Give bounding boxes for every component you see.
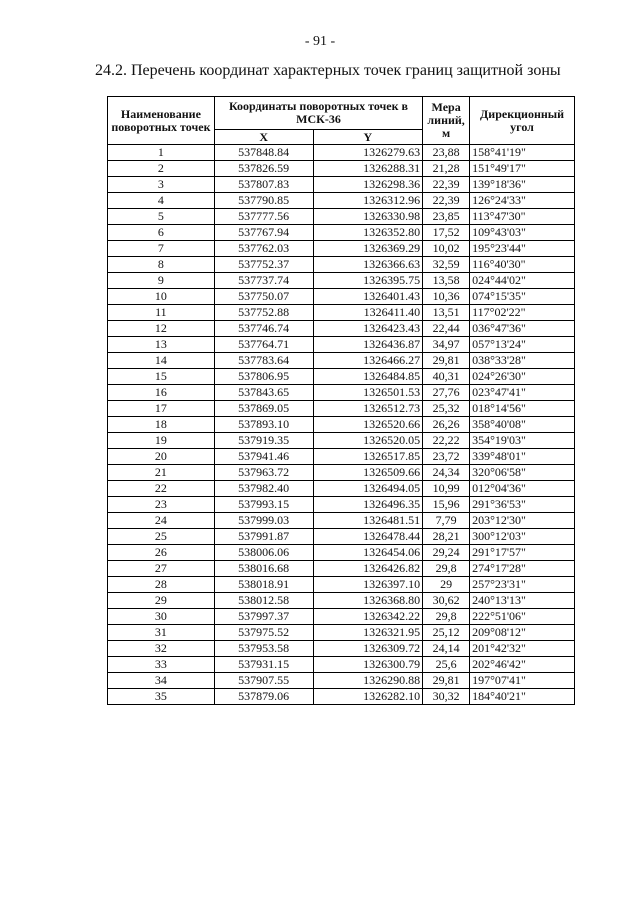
cell-x: 537777.56 [214, 209, 313, 225]
cell-line-length: 15,96 [423, 497, 470, 513]
cell-point-number: 4 [108, 193, 215, 209]
header-y: Y [313, 130, 423, 145]
cell-line-length: 29,24 [423, 545, 470, 561]
cell-line-length: 22,39 [423, 177, 470, 193]
table-row [108, 401, 575, 417]
cell-direction-angle: 339°48'01" [470, 449, 575, 465]
cell-direction-angle: 139°18'36" [470, 177, 575, 193]
cell-y: 1326352.80 [313, 225, 423, 241]
table-row [108, 369, 575, 385]
cell-line-length: 25,12 [423, 625, 470, 641]
cell-x: 537767.94 [214, 225, 313, 241]
cell-point-number: 29 [108, 593, 215, 609]
cell-x: 537790.85 [214, 193, 313, 209]
cell-direction-angle: 209°08'12" [470, 625, 575, 641]
cell-point-number: 21 [108, 465, 215, 481]
cell-direction-angle: 126°24'33" [470, 193, 575, 209]
cell-x: 537746.74 [214, 321, 313, 337]
table-row [108, 673, 575, 689]
table-row [108, 449, 575, 465]
table-row [108, 497, 575, 513]
table-row [108, 529, 575, 545]
cell-point-number: 32 [108, 641, 215, 657]
cell-point-number: 23 [108, 497, 215, 513]
cell-y: 1326288.31 [313, 161, 423, 177]
cell-point-number: 18 [108, 417, 215, 433]
cell-point-number: 24 [108, 513, 215, 529]
table-row [108, 305, 575, 321]
cell-x: 537764.71 [214, 337, 313, 353]
table-row [108, 209, 575, 225]
cell-y: 1326484.85 [313, 369, 423, 385]
cell-direction-angle: 320°06'58" [470, 465, 575, 481]
cell-y: 1326423.43 [313, 321, 423, 337]
cell-direction-angle: 257°23'31" [470, 577, 575, 593]
coordinates-table [107, 96, 575, 705]
cell-direction-angle: 012°04'36" [470, 481, 575, 497]
cell-y: 1326342.22 [313, 609, 423, 625]
cell-y: 1326436.87 [313, 337, 423, 353]
table-row [108, 273, 575, 289]
cell-direction-angle: 203°12'30" [470, 513, 575, 529]
cell-x: 538016.68 [214, 561, 313, 577]
cell-line-length: 29 [423, 577, 470, 593]
cell-x: 538012.58 [214, 593, 313, 609]
cell-direction-angle: 358°40'08" [470, 417, 575, 433]
cell-line-length: 17,52 [423, 225, 470, 241]
cell-direction-angle: 158°41'19" [470, 145, 575, 161]
cell-point-number: 33 [108, 657, 215, 673]
cell-line-length: 25,32 [423, 401, 470, 417]
cell-x: 537752.88 [214, 305, 313, 321]
cell-x: 537783.64 [214, 353, 313, 369]
cell-x: 537806.95 [214, 369, 313, 385]
cell-line-length: 32,59 [423, 257, 470, 273]
cell-direction-angle: 240°13'13" [470, 593, 575, 609]
cell-x: 537941.46 [214, 449, 313, 465]
cell-line-length: 27,76 [423, 385, 470, 401]
table-row [108, 241, 575, 257]
cell-y: 1326397.10 [313, 577, 423, 593]
cell-x: 537869.05 [214, 401, 313, 417]
cell-y: 1326300.79 [313, 657, 423, 673]
cell-direction-angle: 195°23'44" [470, 241, 575, 257]
table-row [108, 433, 575, 449]
cell-line-length: 29,8 [423, 561, 470, 577]
table-row [108, 417, 575, 433]
table-row [108, 161, 575, 177]
cell-point-number: 11 [108, 305, 215, 321]
cell-y: 1326312.96 [313, 193, 423, 209]
table-row [108, 561, 575, 577]
cell-direction-angle: 074°15'35" [470, 289, 575, 305]
header-point-name: Наименование поворотных точек [108, 97, 215, 145]
cell-line-length: 22,44 [423, 321, 470, 337]
cell-y: 1326282.10 [313, 689, 423, 705]
cell-x: 537807.83 [214, 177, 313, 193]
cell-y: 1326395.75 [313, 273, 423, 289]
cell-point-number: 2 [108, 161, 215, 177]
cell-point-number: 14 [108, 353, 215, 369]
cell-line-length: 13,58 [423, 273, 470, 289]
cell-y: 1326411.40 [313, 305, 423, 321]
cell-point-number: 1 [108, 145, 215, 161]
cell-direction-angle: 222°51'06" [470, 609, 575, 625]
table-row [108, 513, 575, 529]
cell-x: 537953.58 [214, 641, 313, 657]
cell-point-number: 31 [108, 625, 215, 641]
cell-x: 537982.40 [214, 481, 313, 497]
cell-line-length: 23,72 [423, 449, 470, 465]
cell-x: 537752.37 [214, 257, 313, 273]
cell-point-number: 8 [108, 257, 215, 273]
cell-y: 1326368.80 [313, 593, 423, 609]
cell-x: 537750.07 [214, 289, 313, 305]
cell-point-number: 34 [108, 673, 215, 689]
cell-point-number: 3 [108, 177, 215, 193]
cell-point-number: 9 [108, 273, 215, 289]
cell-point-number: 20 [108, 449, 215, 465]
table-row [108, 593, 575, 609]
cell-line-length: 30,32 [423, 689, 470, 705]
cell-y: 1326501.53 [313, 385, 423, 401]
cell-direction-angle: 036°47'36" [470, 321, 575, 337]
cell-line-length: 22,39 [423, 193, 470, 209]
cell-y: 1326478.44 [313, 529, 423, 545]
cell-line-length: 29,8 [423, 609, 470, 625]
header-coordinates: Координаты поворотных точек в МСК-36 [214, 97, 422, 130]
cell-point-number: 30 [108, 609, 215, 625]
cell-y: 1326454.06 [313, 545, 423, 561]
table-row [108, 577, 575, 593]
cell-y: 1326512.73 [313, 401, 423, 417]
cell-direction-angle: 184°40'21" [470, 689, 575, 705]
cell-y: 1326309.72 [313, 641, 423, 657]
cell-y: 1326520.05 [313, 433, 423, 449]
header-direction-angle: Дирекционный угол [470, 97, 575, 145]
cell-direction-angle: 109°43'03" [470, 225, 575, 241]
cell-point-number: 28 [108, 577, 215, 593]
cell-y: 1326517.85 [313, 449, 423, 465]
cell-point-number: 16 [108, 385, 215, 401]
cell-line-length: 30,62 [423, 593, 470, 609]
cell-line-length: 10,02 [423, 241, 470, 257]
table-body [108, 145, 575, 705]
cell-direction-angle: 201°42'32" [470, 641, 575, 657]
cell-line-length: 23,88 [423, 145, 470, 161]
cell-point-number: 17 [108, 401, 215, 417]
cell-x: 537893.10 [214, 417, 313, 433]
cell-direction-angle: 024°26'30" [470, 369, 575, 385]
table-row [108, 641, 575, 657]
page-number: - 91 - [304, 34, 336, 49]
cell-point-number: 6 [108, 225, 215, 241]
cell-y: 1326298.36 [313, 177, 423, 193]
cell-line-length: 7,79 [423, 513, 470, 529]
cell-point-number: 5 [108, 209, 215, 225]
table-row [108, 657, 575, 673]
cell-direction-angle: 024°44'02" [470, 273, 575, 289]
cell-line-length: 24,14 [423, 641, 470, 657]
cell-x: 537826.59 [214, 161, 313, 177]
cell-direction-angle: 023°47'41" [470, 385, 575, 401]
cell-y: 1326520.66 [313, 417, 423, 433]
cell-y: 1326330.98 [313, 209, 423, 225]
cell-y: 1326426.82 [313, 561, 423, 577]
table-row [108, 177, 575, 193]
table-row [108, 289, 575, 305]
cell-direction-angle: 354°19'03" [470, 433, 575, 449]
cell-line-length: 21,28 [423, 161, 470, 177]
cell-x: 537993.15 [214, 497, 313, 513]
cell-line-length: 13,51 [423, 305, 470, 321]
cell-x: 537999.03 [214, 513, 313, 529]
cell-point-number: 10 [108, 289, 215, 305]
cell-y: 1326401.43 [313, 289, 423, 305]
header-x: X [214, 130, 313, 145]
cell-direction-angle: 038°33'28" [470, 353, 575, 369]
cell-x: 537737.74 [214, 273, 313, 289]
cell-point-number: 26 [108, 545, 215, 561]
cell-x: 538018.91 [214, 577, 313, 593]
cell-direction-angle: 291°36'53" [470, 497, 575, 513]
cell-line-length: 24,34 [423, 465, 470, 481]
cell-x: 537907.55 [214, 673, 313, 689]
cell-line-length: 10,36 [423, 289, 470, 305]
cell-point-number: 22 [108, 481, 215, 497]
cell-point-number: 35 [108, 689, 215, 705]
cell-line-length: 22,22 [423, 433, 470, 449]
cell-x: 537963.72 [214, 465, 313, 481]
cell-point-number: 12 [108, 321, 215, 337]
cell-x: 537919.35 [214, 433, 313, 449]
cell-x: 537848.84 [214, 145, 313, 161]
cell-y: 1326321.95 [313, 625, 423, 641]
cell-x: 537997.37 [214, 609, 313, 625]
cell-y: 1326466.27 [313, 353, 423, 369]
cell-x: 537843.65 [214, 385, 313, 401]
table-row [108, 625, 575, 641]
cell-line-length: 34,97 [423, 337, 470, 353]
table-row [108, 545, 575, 561]
cell-line-length: 10,99 [423, 481, 470, 497]
table-row [108, 257, 575, 273]
table-row [108, 225, 575, 241]
table-row [108, 193, 575, 209]
table-row [108, 385, 575, 401]
cell-point-number: 27 [108, 561, 215, 577]
header-line-length: Мера линий, м [423, 97, 470, 145]
cell-x: 537879.06 [214, 689, 313, 705]
table-row [108, 481, 575, 497]
section-title: 24.2. Перечень координат характерных точек границ защитной зоны [95, 62, 561, 79]
cell-line-length: 28,21 [423, 529, 470, 545]
cell-direction-angle: 057°13'24" [470, 337, 575, 353]
cell-y: 1326496.35 [313, 497, 423, 513]
cell-line-length: 40,31 [423, 369, 470, 385]
cell-direction-angle: 117°02'22" [470, 305, 575, 321]
cell-direction-angle: 018°14'56" [470, 401, 575, 417]
cell-x: 537931.15 [214, 657, 313, 673]
cell-direction-angle: 300°12'03" [470, 529, 575, 545]
cell-line-length: 29,81 [423, 353, 470, 369]
cell-point-number: 25 [108, 529, 215, 545]
cell-direction-angle: 113°47'30" [470, 209, 575, 225]
table-row [108, 321, 575, 337]
cell-direction-angle: 116°40'30" [470, 257, 575, 273]
cell-line-length: 26,26 [423, 417, 470, 433]
cell-y: 1326279.63 [313, 145, 423, 161]
cell-direction-angle: 151°49'17" [470, 161, 575, 177]
cell-y: 1326369.29 [313, 241, 423, 257]
cell-point-number: 19 [108, 433, 215, 449]
cell-line-length: 25,6 [423, 657, 470, 673]
table-row [108, 145, 575, 161]
cell-point-number: 15 [108, 369, 215, 385]
table-row [108, 337, 575, 353]
cell-y: 1326494.05 [313, 481, 423, 497]
cell-line-length: 23,85 [423, 209, 470, 225]
cell-y: 1326481.51 [313, 513, 423, 529]
table-row [108, 689, 575, 705]
cell-point-number: 13 [108, 337, 215, 353]
cell-direction-angle: 291°17'57" [470, 545, 575, 561]
cell-line-length: 29,81 [423, 673, 470, 689]
cell-direction-angle: 202°46'42" [470, 657, 575, 673]
cell-y: 1326366.63 [313, 257, 423, 273]
cell-direction-angle: 274°17'28" [470, 561, 575, 577]
table-row [108, 465, 575, 481]
table-row [108, 609, 575, 625]
cell-x: 537975.52 [214, 625, 313, 641]
cell-x: 537762.03 [214, 241, 313, 257]
cell-y: 1326290.88 [313, 673, 423, 689]
cell-x: 538006.06 [214, 545, 313, 561]
cell-direction-angle: 197°07'41" [470, 673, 575, 689]
cell-y: 1326509.66 [313, 465, 423, 481]
cell-point-number: 7 [108, 241, 215, 257]
cell-x: 537991.87 [214, 529, 313, 545]
table-row [108, 353, 575, 369]
